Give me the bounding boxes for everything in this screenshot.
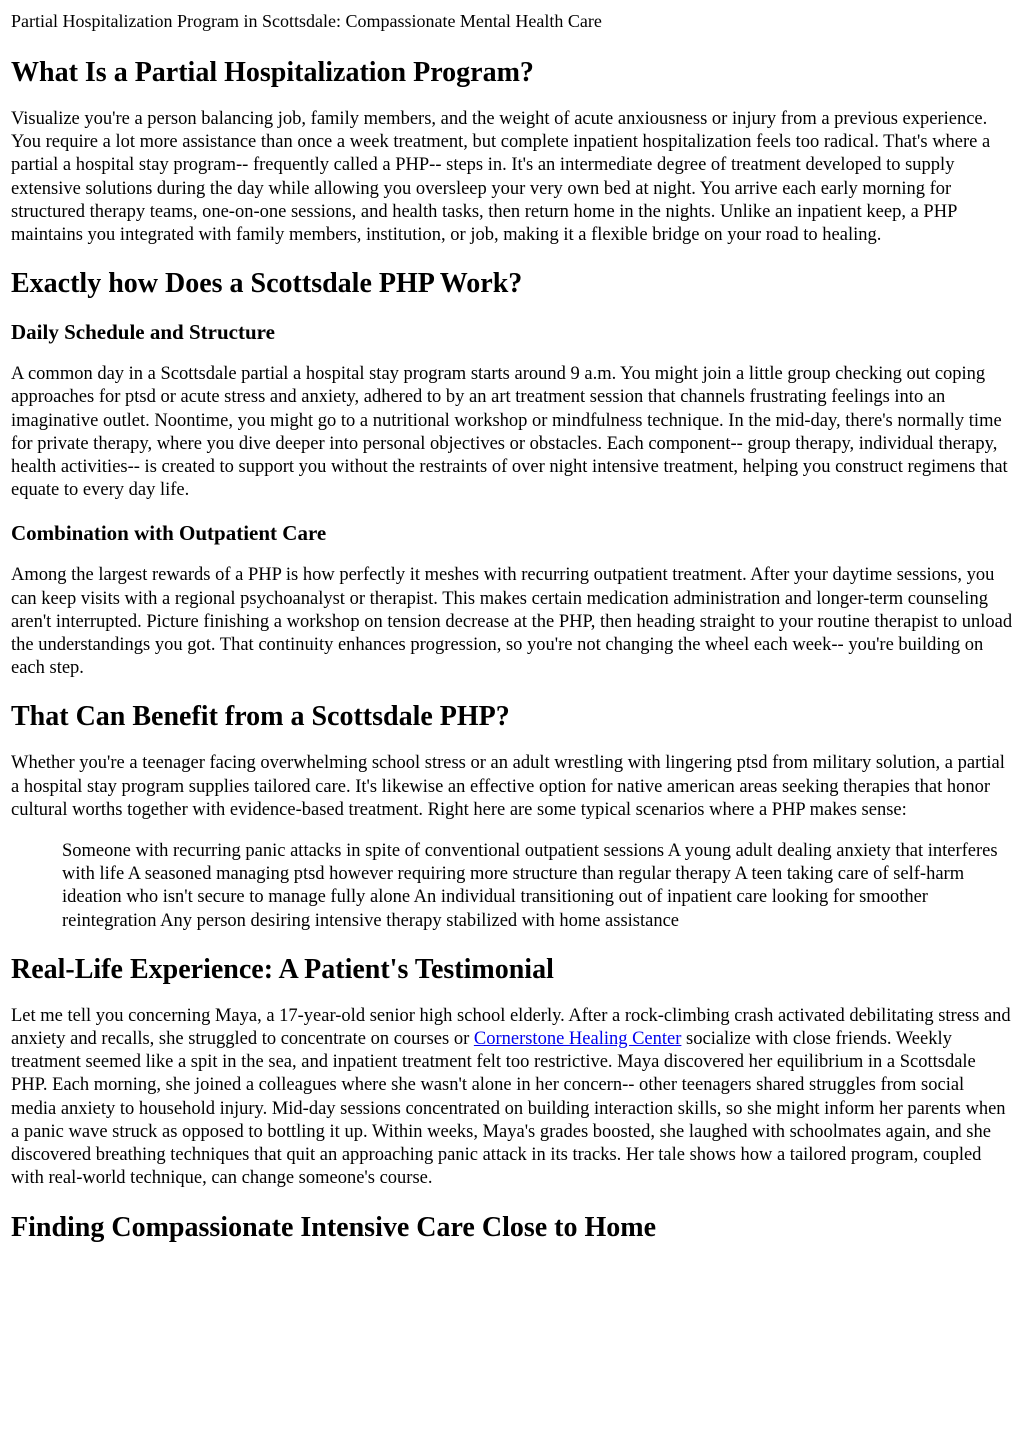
heading-what-is-php: What Is a Partial Hospitalization Program?	[11, 57, 534, 88]
heading-who-can-benefit: That Can Benefit from a Scottsdale PHP?	[11, 701, 510, 733]
cornerstone-healing-center-link[interactable]: Cornerstone Healing Center	[473, 1029, 682, 1050]
page-title: Partial Hospitalization Program in Scottsdale: Compassionate Mental Health Care	[11, 11, 602, 31]
paragraph-daily-schedule: A common day in a Scottsdale partial a hospital stay program starts around 9 a.m. You might join a little group checking out coping approaches for ptsd or acute stress and anxiety, adhered to by an art treatment session that channels frustrating feelings into an imaginative outlet. Noontime, you might go to a nutritional workshop or mindfulness technique. In the mid-day, there's normally time for private therapy, where you dive deeper into personal objectives or obstacles. Each component-- group therapy, individual therapy, health activities-- is created to support you without the restraints of over night intensive treatment, helping you construct regimens that equate to every day life.	[11, 364, 1008, 501]
paragraph-what-is-php: Visualize you're a person balancing job, family members, and the weight of acute anxiousness or injury from a previous experience. You require a lot more assistance than once a week treatment, but complete inpatient hospitalization feels too radical. That's where a partial a hospital stay program-- frequently called a PHP-- steps in. It's an intermediate degree of treatment developed to supply extensive solutions during the day while allowing you oversleep your very own bed at night. You arrive each early morning for structured therapy teams, one-on-one sessions, and health tasks, then return home in the nights. Unlike an inpatient keep, a PHP maintains you integrated with family members, institution, or job, making it a flexible bridge on your road to healing.	[11, 109, 991, 246]
subheading-daily-schedule: Daily Schedule and Structure	[11, 320, 275, 345]
heading-how-php-works: Exactly how Does a Scottsdale PHP Work?	[11, 268, 523, 300]
heading-finding-care: Finding Compassionate Intensive Care Close to Home	[11, 1211, 657, 1243]
scenarios-blockquote: Someone with recurring panic attacks in spite of conventional outpatient sessions A young adult dealing anxiety that interferes with life A seasoned managing ptsd however requiring more structure than regular therapy A teen taking care of self-harm ideation who isn't secure to manage fully alone An individual transitioning out of inpatient care looking for smoother reintegration Any person desiring intensive therapy stabilized with home assistance	[62, 841, 998, 931]
paragraph-testimonial	[11, 1005, 1013, 1191]
paragraph-outpatient-care: Among the largest rewards of a PHP is how perfectly it meshes with recurring outpatient treatment. After your daytime sessions, you can keep visits with a regional psychoanalyst or therapist. This makes certain medication administration and longer-term counseling aren't interrupted. Picture finishing a workshop on tension decrease at the PHP, then heading straight to your routine therapist to unload the understandings you got. That continuity enhances progression, so you're not changing the wheel each week-- you're building on each step.	[11, 565, 1013, 679]
heading-testimonial: Real-Life Experience: A Patient's Testimonial	[11, 953, 554, 985]
testimonial-text-after: socialize with close friends. Weekly treatment seemed like a spit in the sea, and inpatient treatment felt too restrictive. Maya discovered her equilibrium in a Scottsdale PHP. Each morning, she joined a colleagues where she wasn't alone in her concern-- other teenagers shared struggles from social media anxiety to household injury. Mid-day sessions concentrated on building interaction skills, so she might inform her parents when a panic wave struck as opposed to bottling it up. Within weeks, Maya's grades boosted, she laughed with schoolmates again, and she discovered breathing techniques that quit an approaching panic attack in its tracks. Her tale shows how a tailored program, coupled with real-world technique, can change someone's course.	[11, 1029, 1006, 1189]
paragraph-who-can-benefit: Whether you're a teenager facing overwhelming school stress or an adult wrestling with lingering ptsd from military solution, a partial a hospital stay program supplies tailored care. It's likewise an effective option for native american areas seeking therapies that honor cultural worths together with evidence-based treatment. Right here are some typical scenarios where a PHP makes sense:	[11, 753, 1005, 820]
testimonial-text-before: Let me tell you concerning Maya, a 17-year-old senior high school elderly. After a rock-climbing crash activated debilitating stress and anxiety and recalls, she struggled to concentrate on courses or	[11, 1005, 1011, 1050]
subheading-outpatient-care: Combination with Outpatient Care	[11, 521, 327, 546]
